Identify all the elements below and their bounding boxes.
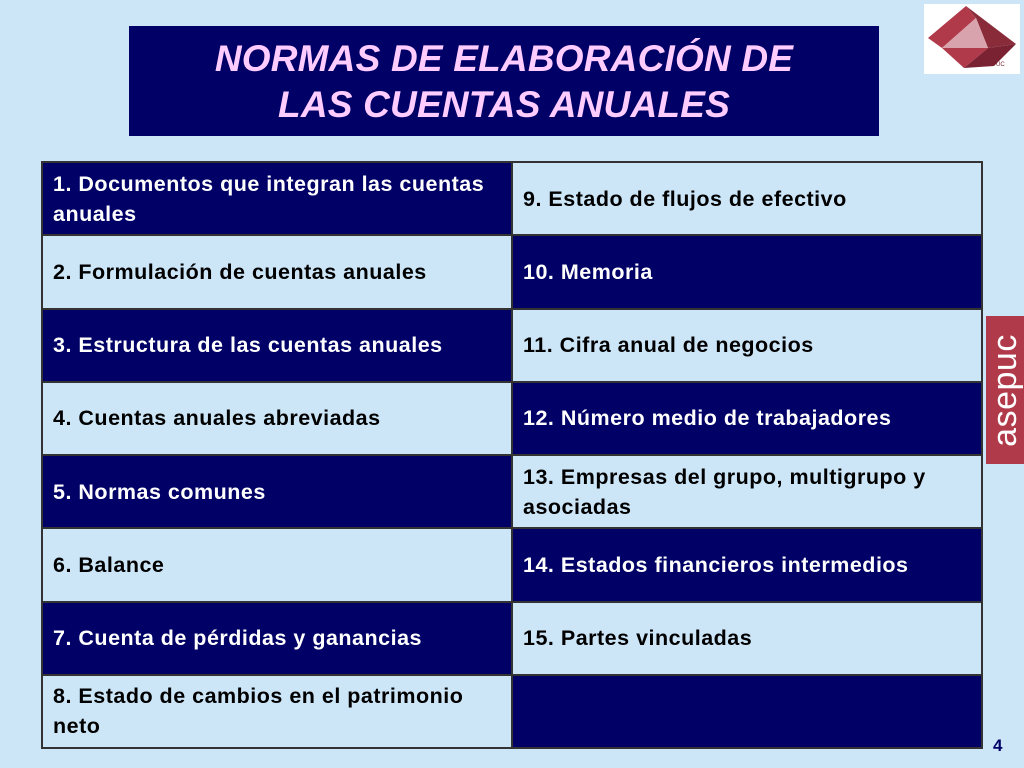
table-cell-right: 15. Partes vinculadas [512, 602, 982, 675]
slide-title-line-2: LAS CUENTAS ANUALES [278, 84, 730, 125]
table-cell-left: 8. Estado de cambios en el patrimonio neto [42, 675, 512, 748]
table-cell-right: 14. Estados financieros intermedios [512, 528, 982, 601]
table-cell-right: 13. Empresas del grupo, multigrupo y asociadas [512, 455, 982, 528]
table-cell-left: 4. Cuentas anuales abreviadas [42, 382, 512, 455]
topics-table [41, 161, 983, 749]
table-cell-right: 10. Memoria [512, 235, 982, 308]
table-row [42, 235, 982, 308]
table-row [42, 162, 982, 235]
table-cell-left: 6. Balance [42, 528, 512, 601]
table-cell-right: 9. Estado de flujos de efectivo [512, 162, 982, 235]
table-cell-left: 7. Cuenta de pérdidas y ganancias [42, 602, 512, 675]
side-brand-banner [986, 316, 1024, 464]
table-cell-left: 2. Formulación de cuentas anuales [42, 235, 512, 308]
table-cell-left: 3. Estructura de las cuentas anuales [42, 309, 512, 382]
table-row [42, 382, 982, 455]
table-row [42, 455, 982, 528]
table-cell-left: 1. Documentos que integran las cuentas anuales [42, 162, 512, 235]
table-row [42, 675, 982, 748]
page-number: 4 [993, 736, 1003, 755]
side-brand-text: asepuc [986, 333, 1024, 447]
table-cell-right: 12. Número medio de trabajadores [512, 382, 982, 455]
table-row [42, 309, 982, 382]
logo-caption: ASEPUC [980, 62, 1005, 68]
asepuc-logo-icon [924, 4, 1020, 74]
table-cell-right: 11. Cifra anual de negocios [512, 309, 982, 382]
slide-title-line-1: NORMAS DE ELABORACIÓN DE [214, 38, 794, 79]
table-cell-right [512, 675, 982, 748]
table-cell-left: 5. Normas comunes [42, 455, 512, 528]
table-row [42, 602, 982, 675]
table-row [42, 528, 982, 601]
title-box [129, 26, 879, 136]
